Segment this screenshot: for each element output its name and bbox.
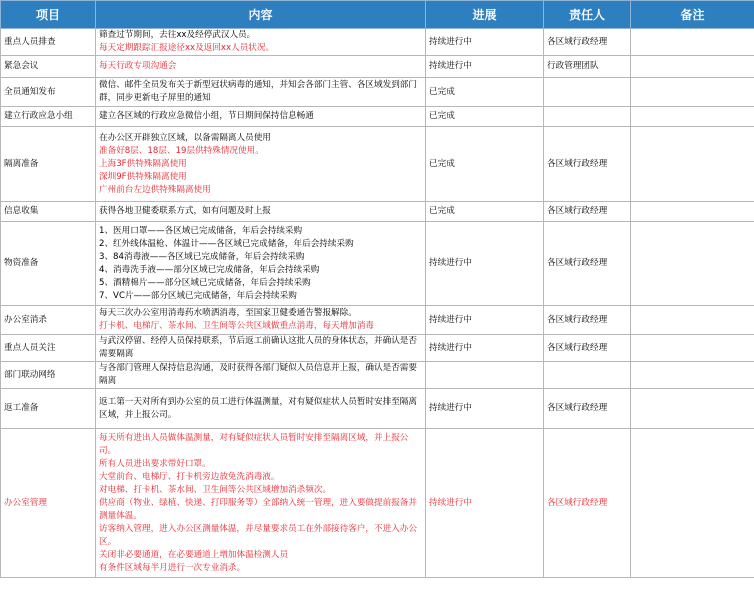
header-row — [1, 1, 754, 29]
content-line: 与各部门管理人保持信息沟通，及时获得各部门疑似人员信息并上报，确认是否需要隔离 — [99, 363, 417, 386]
owner-cell — [544, 362, 631, 389]
content-cell — [96, 362, 426, 389]
item-cell: 物资准备 — [1, 222, 96, 306]
progress-cell — [426, 362, 544, 389]
owner-cell: 各区域行政经理 — [544, 389, 631, 429]
item-cell: 建立行政应急小组 — [1, 107, 96, 127]
remarks-cell — [631, 127, 754, 202]
content-line: 大堂前台、电梯厅、打卡机旁边放免洗消毒液。 — [99, 471, 280, 482]
table-row — [1, 107, 754, 127]
progress-cell: 持续进行中 — [426, 306, 544, 335]
remarks-cell — [631, 29, 754, 56]
content-cell — [96, 429, 426, 578]
table-row — [1, 56, 754, 78]
progress-cell: 已完成 — [426, 107, 544, 127]
progress-cell: 持续进行中 — [426, 56, 544, 78]
content-cell — [96, 107, 426, 127]
item-cell: 办公室消杀 — [1, 306, 96, 335]
content-line: 4、消毒洗手液——部分区域已完成储备，年后会持续采购 — [99, 264, 320, 275]
remarks-cell — [631, 202, 754, 222]
content-line: 准备好8层、18层、19层供特殊情况使用。 — [99, 145, 264, 156]
content-line: 深圳9F供特殊隔离使用 — [99, 171, 187, 182]
owner-cell: 各区域行政经理 — [544, 335, 631, 362]
table-row — [1, 202, 754, 222]
content-line: 供应商（物业、绿植、快递、打印服务等）全部纳入统一管理，进入要做提前报备并测量体温。 — [99, 497, 417, 521]
header-owner: 责任人 — [544, 1, 631, 29]
remarks-cell — [631, 222, 754, 306]
remarks-cell — [631, 335, 754, 362]
item-cell: 全员通知发布 — [1, 78, 96, 107]
content-cell — [96, 29, 426, 56]
content-cell — [96, 202, 426, 222]
table-row — [1, 389, 754, 429]
content-line: 广州前台左边供特殊隔离使用 — [99, 184, 211, 195]
header-remarks: 备注 — [631, 1, 754, 29]
item-cell: 部门联动网络 — [1, 362, 96, 389]
content-line: 上海3F供特殊隔离使用 — [99, 158, 187, 169]
content-line: 每天行政专项沟通会 — [99, 61, 177, 71]
table-row — [1, 429, 754, 578]
owner-cell: 各区域行政经理 — [544, 29, 631, 56]
owner-cell — [544, 107, 631, 127]
remarks-cell — [631, 56, 754, 78]
content-line: 访客纳入管理，进入办公区测量体温，并尽量要求员工在外部接待客户，不进入办公区。 — [99, 523, 417, 547]
table-row — [1, 362, 754, 389]
progress-cell: 已完成 — [426, 78, 544, 107]
content-cell — [96, 335, 426, 362]
item-cell: 紧急会议 — [1, 56, 96, 78]
progress-cell: 已完成 — [426, 202, 544, 222]
content-line: 与武汉停留、经停人员保持联系，节后返工前确认这批人员的身体状态，并确认是否需要隔离 — [99, 336, 417, 359]
content-line: 建立各区域的行政应急微信小组，节日期间保持信息畅通 — [99, 111, 314, 121]
table-row — [1, 335, 754, 362]
content-cell — [96, 222, 426, 306]
content-cell — [96, 306, 426, 335]
progress-cell: 持续进行中 — [426, 29, 544, 56]
content-line: 在办公区开辟独立区域，以备需隔离人员使用 — [99, 132, 271, 143]
item-cell: 隔离准备 — [1, 127, 96, 202]
content-line: 打卡机、电梯厅、茶水间、卫生间等公共区域做重点消毒，每天增加消毒 — [99, 321, 375, 331]
table-row — [1, 29, 754, 56]
remarks-cell — [631, 78, 754, 107]
owner-cell: 各区域行政经理 — [544, 222, 631, 306]
item-cell: 返工准备 — [1, 389, 96, 429]
table-row — [1, 306, 754, 335]
header-item: 项目 — [1, 1, 96, 29]
content-line: 所有人员进出要求带好口罩。 — [99, 458, 211, 469]
item-cell: 信息收集 — [1, 202, 96, 222]
content-line: 每天定期跟踪汇报途径xx及返回xx人员状况。 — [99, 43, 275, 53]
table-row — [1, 222, 754, 306]
remarks-cell — [631, 306, 754, 335]
progress-cell: 持续进行中 — [426, 429, 544, 578]
content-line: 关闭非必要通道，在必要通道上增加体温检测人员 — [99, 549, 289, 560]
owner-cell: 各区域行政经理 — [544, 429, 631, 578]
remarks-cell — [631, 362, 754, 389]
owner-cell — [544, 78, 631, 107]
content-line: 微信、邮件全员发布关于新型冠状病毒的通知，并知会各部门主管、各区域发到部门群，同步更新电子屏里的通知 — [99, 80, 417, 103]
content-line: 有条件区域每半月进行一次专业消杀。 — [99, 562, 246, 573]
content-line: 筛查过节期间，去往xx及经停武汉人员。 — [99, 30, 256, 40]
content-line: 2、红外线体温枪、体温计——各区域已完成储备，年后会持续采购 — [99, 238, 354, 249]
owner-cell: 各区域行政经理 — [544, 306, 631, 335]
table-row — [1, 127, 754, 202]
header-content: 内容 — [96, 1, 426, 29]
content-line: 获得各地卫健委联系方式，如有问题及时上报 — [99, 206, 271, 216]
header-progress: 进展 — [426, 1, 544, 29]
owner-cell: 各区域行政经理 — [544, 202, 631, 222]
content-line: 5、酒精棉片——部分区域已完成储备，年后会持续采购 — [99, 277, 311, 288]
item-cell: 重点人员关注 — [1, 335, 96, 362]
content-cell — [96, 127, 426, 202]
progress-cell: 持续进行中 — [426, 389, 544, 429]
progress-cell: 已完成 — [426, 127, 544, 202]
owner-cell: 行政管理团队 — [544, 56, 631, 78]
item-cell: 办公室管理 — [1, 429, 96, 578]
owner-cell: 各区域行政经理 — [544, 127, 631, 202]
content-line: 1、医用口罩——各区域已完成储备，年后会持续采购 — [99, 225, 303, 236]
table-row — [1, 78, 754, 107]
content-cell — [96, 389, 426, 429]
content-cell — [96, 78, 426, 107]
content-cell — [96, 56, 426, 78]
remarks-cell — [631, 107, 754, 127]
content-line: 对电梯、打卡机、茶水间、卫生间等公共区域增加消杀频次。 — [99, 484, 332, 495]
remarks-cell — [631, 429, 754, 578]
content-line: 7、VC片——部分区域已完成储备，年后会持续采购 — [99, 290, 297, 301]
content-line: 每天所有进出人员做体温测量，对有疑似症状人员暂时安排至隔离区域，并上报公司。 — [99, 432, 409, 456]
remarks-cell — [631, 389, 754, 429]
item-cell: 重点人员排查 — [1, 29, 96, 56]
content-line: 返工第一天对所有到办公室的员工进行体温测量，对有疑似症状人员暂时安排至隔离区域，并上报公司。 — [99, 396, 417, 420]
progress-cell: 持续进行中 — [426, 222, 544, 306]
progress-cell: 持续进行中 — [426, 335, 544, 362]
content-line: 3、84消毒液——各区域已完成储备，年后会持续采购 — [99, 251, 305, 262]
content-line: 每天三次办公室用消毒药水喷洒消毒，至国家卫健委通告警报解除。 — [99, 308, 357, 318]
